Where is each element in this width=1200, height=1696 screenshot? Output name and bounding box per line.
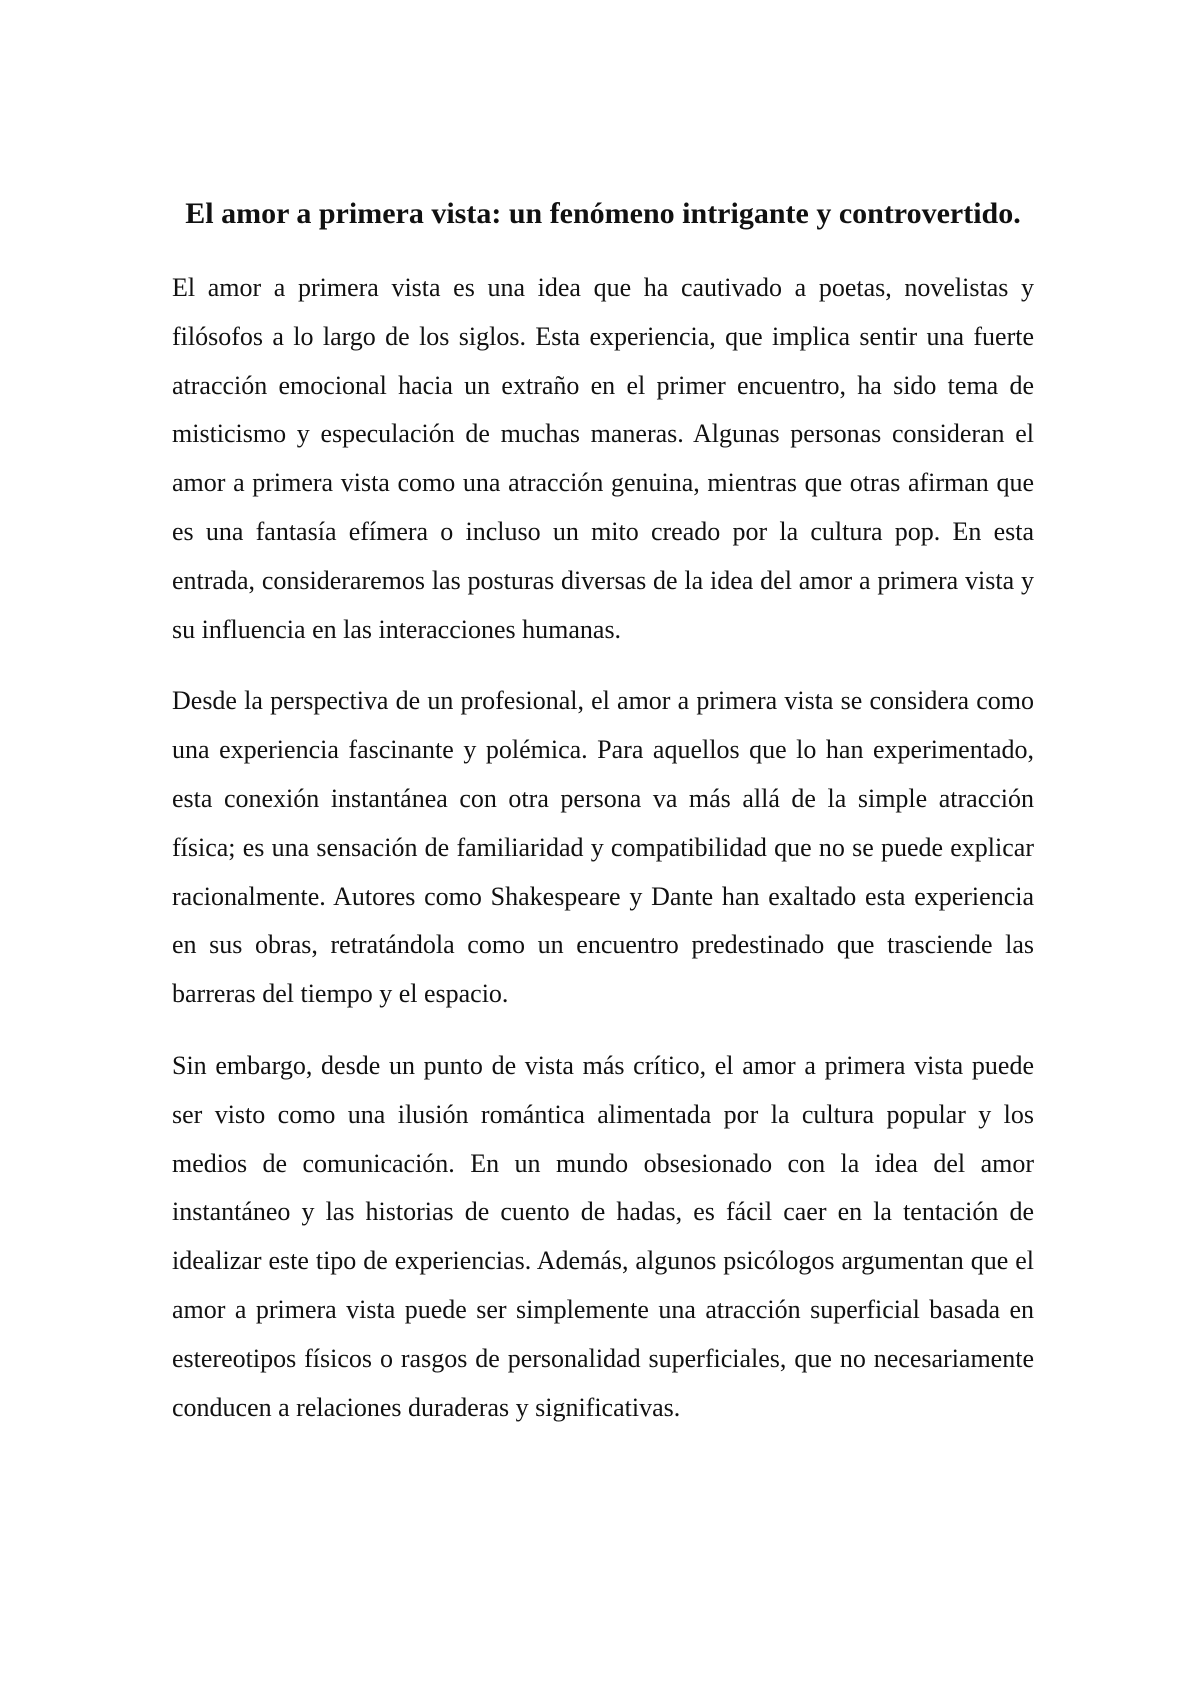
document-body [172,186,1034,1455]
paragraph-critical-view: Sin embargo, desde un punto de vista más crítico, el amor a primera vista puede ser visto como una ilusión romántica alimentada por la cultura popular y los medios de comunicación. En un mundo obsesionado con la idea del amor instantáneo y las historias de cuento de hadas, es fácil caer en la tentación de idealizar este tipo de experiencias. Además, algunos psicólogos argumentan que el amor a primera vista puede ser simplemente una atracción superficial basada en estereotipos físicos o rasgos de personalidad superficiales, que no necesariamente conducen a relaciones duraderas y significativas. [172,1050,1034,1422]
document-title: El amor a primera vista: un fenómeno intrigante y controvertido. [185,197,1021,230]
paragraph-professional-view: Desde la perspectiva de un profesional, el amor a primera vista se considera como una experiencia fascinante y polémica. Para aquellos que lo han experimentado, esta conexión instantánea con otra persona va más allá de la simple atracción física; es una sensación de familiaridad y compatibilidad que no se puede explicar racionalmente. Autores como Shakespeare y Dante han exaltado esta experiencia en sus obras, retratándola como un encuentro predestinado que trasciende las barreras del tiempo y el espacio. [172,686,1034,1009]
paragraph-intro: El amor a primera vista es una idea que ha cautivado a poetas, novelistas y filósofos a lo largo de los siglos. Esta experiencia, que implica sentir una fuerte atracción emocional hacia un extraño en el primer encuentro, ha sido tema de misticismo y especulación de muchas maneras. Algunas personas consideran el amor a primera vista como una atracción genuina, mientras que otras afirman que es una fantasía efímera o incluso un mito creado por la cultura pop. En esta entrada, consideraremos las posturas diversas de la idea del amor a primera vista y su influencia en las interacciones humanas. [172,273,1034,644]
